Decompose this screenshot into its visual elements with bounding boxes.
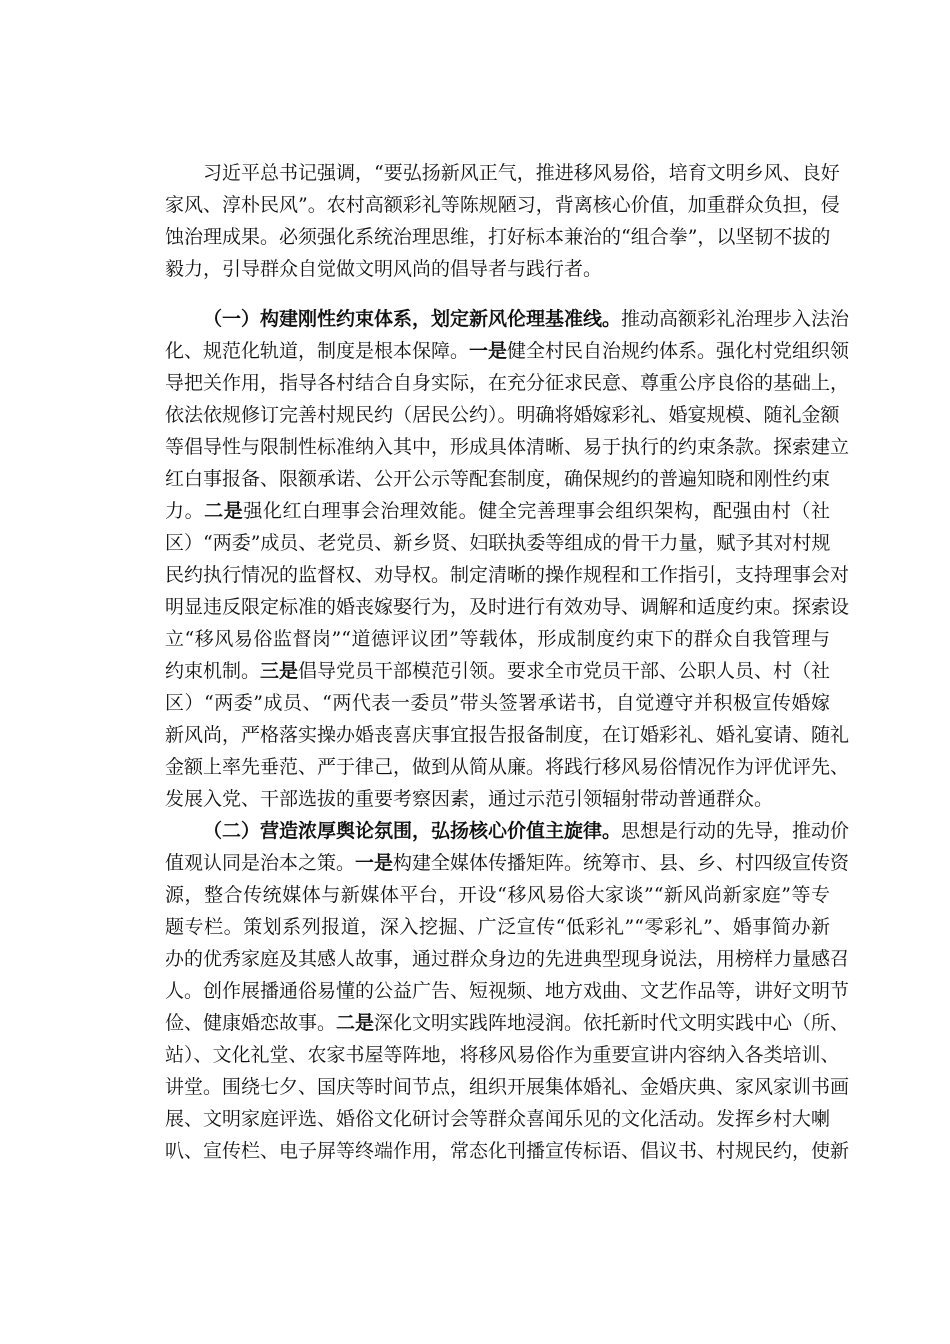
bold-text: 一是 bbox=[355, 852, 394, 874]
text-run: 构建全媒体传播矩阵。统筹市、县、乡、村四级宣传资 bbox=[393, 852, 850, 874]
text-run: 题专栏。策划系列报道，深入挖掘、广泛宣传“低彩礼”“零彩礼”、婚事简办新 bbox=[165, 916, 830, 938]
text-run: 思想是行动的先导，推动价 bbox=[621, 820, 850, 842]
text-run: 讲堂。围绕七夕、国庆等时间节点，组织开展集体婚礼、金婚庆典、家风家训书画 bbox=[165, 1076, 850, 1098]
text-run: 约束机制。 bbox=[165, 660, 261, 682]
text-line bbox=[165, 495, 830, 527]
text-line bbox=[165, 335, 850, 367]
text-line bbox=[165, 559, 850, 591]
text-run: 区）“两委”成员、老党员、新乡贤、妇联执委等组成的骨干力量，赋予其对村规 bbox=[165, 532, 831, 554]
text-line bbox=[165, 879, 830, 911]
text-run: 源，整合传统媒体与新媒体平台，开设“移风易俗大家谈”“新风尚新家庭”等专 bbox=[165, 884, 830, 906]
text-run: 倡导党员干部模范引领。要求全市党员干部、公职人员、村（社 bbox=[298, 660, 831, 682]
text-line bbox=[165, 943, 850, 975]
text-line bbox=[165, 783, 830, 815]
text-run: 金额上率先垂范、严于律己，做到从简从廉。将践行移风易俗情况作为评优评先、 bbox=[165, 756, 850, 778]
text-run: 区）“两委”成员、“两代表一委员”带头签署承诺书，自觉遵守并积极宣传婚嫁 bbox=[165, 692, 830, 714]
text-run: 强化红白理事会治理效能。健全完善理事会组织架构，配强由村（社 bbox=[243, 500, 830, 522]
text-line bbox=[165, 367, 850, 399]
text-run: 依法依规修订完善村规民约（居民公约）。明确将婚嫁彩礼、婚宴规模、随礼金额 bbox=[165, 404, 840, 426]
text-line bbox=[165, 1135, 850, 1167]
text-run: 习近平总书记强调，“要弘扬新风正气，推进移风易俗，培育文明乡风、良好 bbox=[203, 162, 840, 184]
bold-text: 三是 bbox=[260, 660, 299, 682]
text-run: 俭、健康婚恋故事。 bbox=[165, 1012, 337, 1034]
text-run: 展、文明家庭评选、婚俗文化研讨会等群众喜闻乐见的文化活动。发挥乡村大喇 bbox=[165, 1108, 831, 1130]
bold-text: （一）构建刚性约束体系，划定新风伦理基准线。 bbox=[203, 308, 622, 330]
text-line bbox=[165, 189, 840, 221]
text-run: 蚀治理成果。必须强化系统治理思维，打好标本兼治的“组合拳”，以坚韧不拔的 bbox=[165, 226, 831, 248]
text-line bbox=[165, 975, 850, 1007]
text-line bbox=[165, 1071, 850, 1103]
text-line bbox=[165, 751, 850, 783]
text-run: 化、规范化轨道，制度是根本保障。 bbox=[165, 340, 470, 362]
text-run: 民约执行情况的监督权、劝导权。制定清晰的操作规程和工作指引，支持理事会对 bbox=[165, 564, 850, 586]
text-line bbox=[165, 911, 830, 943]
text-run: 等倡导性与限制性标准纳入其中，形成具体清晰、易于执行的约束条款。探索建立 bbox=[165, 436, 850, 458]
text-line bbox=[165, 1039, 840, 1071]
text-run: 健全村民自治规约体系。强化村党组织领 bbox=[507, 340, 850, 362]
text-line bbox=[165, 623, 830, 655]
text-run: 深化文明实践阵地浸润。依托新时代文明实践中心（所、 bbox=[374, 1012, 850, 1034]
text-line bbox=[165, 1103, 830, 1135]
text-run: 办的优秀家庭及其感人故事，通过群众身边的先进典型现身说法，用榜样力量感召 bbox=[165, 948, 850, 970]
text-line bbox=[165, 253, 830, 285]
text-run: 家风、淳朴民风”。农村高额彩礼等陈规陋习，背离核心价值，加重群众负担，侵 bbox=[165, 194, 840, 216]
bold-text: 二是 bbox=[336, 1012, 375, 1034]
text-line bbox=[165, 303, 850, 335]
text-line bbox=[165, 399, 840, 431]
bold-text: 二是 bbox=[204, 500, 244, 522]
text-line bbox=[165, 591, 850, 623]
text-line bbox=[165, 687, 830, 719]
text-run: 人。创作展播通俗易懂的公益广告、短视频、地方戏曲、文艺作品等，讲好文明节 bbox=[165, 980, 850, 1002]
text-run: 推动高额彩礼治理步入法治 bbox=[621, 308, 850, 330]
text-run: 值观认同是治本之策。 bbox=[165, 852, 356, 874]
bold-text: 一是 bbox=[469, 340, 508, 362]
text-run: 毅力，引导群众自觉做文明风尚的倡导者与践行者。 bbox=[165, 258, 603, 280]
text-line bbox=[165, 527, 830, 559]
text-run: 红白事报备、限额承诺、公开公示等配套制度，确保规约的普遍知晓和刚性约束 bbox=[165, 468, 831, 490]
text-run: 明显违反限定标准的婚丧嫁娶行为，及时进行有效劝导、调解和适度约束。探索设 bbox=[165, 596, 850, 618]
text-line bbox=[165, 719, 850, 751]
text-run: 发展入党、干部选拔的重要考察因素，通过示范引领辐射带动普通群众。 bbox=[165, 788, 774, 810]
bold-text: （二）营造浓厚舆论氛围，弘扬核心价值主旋律。 bbox=[203, 820, 622, 842]
text-line bbox=[165, 157, 840, 189]
text-line bbox=[165, 431, 850, 463]
text-line bbox=[165, 815, 850, 847]
text-line bbox=[165, 847, 850, 879]
text-run: 导把关作用，指导各村结合自身实际，在充分征求民意、尊重公序良俗的基础上， bbox=[165, 372, 850, 394]
text-run: 叭、宣传栏、电子屏等终端作用，常态化刊播宣传标语、倡议书、村规民约，使新 bbox=[165, 1140, 850, 1162]
text-run: 立“移风易俗监督岗”“道德评议团”等载体，形成制度约束下的群众自我管理与 bbox=[165, 628, 830, 650]
text-line bbox=[165, 655, 830, 687]
text-run: 新风尚，严格落实操办婚丧喜庆事宜报告报备制度，在订婚彩礼、婚礼宴请、随礼 bbox=[165, 724, 850, 746]
text-line bbox=[165, 221, 830, 253]
text-line bbox=[165, 463, 830, 495]
text-run: 力。 bbox=[165, 500, 205, 522]
text-line bbox=[165, 1007, 850, 1039]
text-run: 站）、文化礼堂、农家书屋等阵地，将移风易俗作为重要宣讲内容纳入各类培训、 bbox=[165, 1044, 840, 1066]
